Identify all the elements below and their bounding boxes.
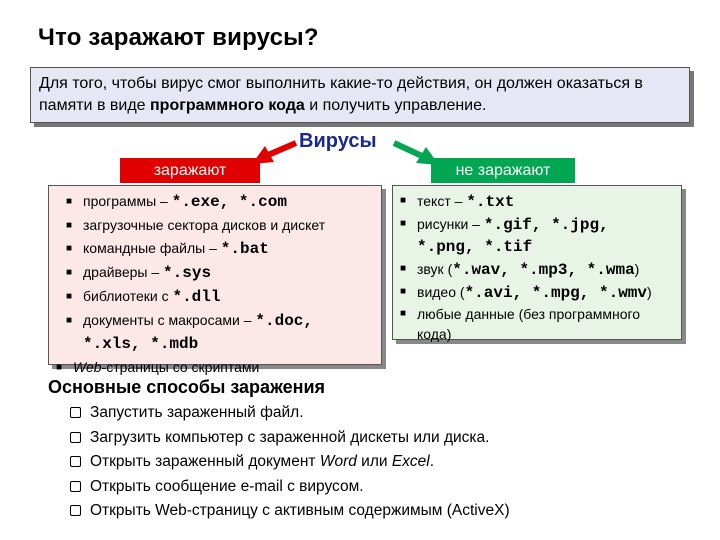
square-bullet-icon: ■ [400,263,407,274]
list-item: ■ программы – *.exe, *.com [65,190,375,214]
square-bullet-icon: ■ [66,267,73,278]
list-item: ■ командные файлы – *.bat [65,237,375,261]
list-item: ■ видео (*.avi, *.mpg, *.wmv) [399,281,675,304]
square-bullet-icon: ■ [66,291,73,302]
checkbox-bullet-icon [70,456,81,467]
list-item: Запустить зараженный файл. [70,401,510,426]
ways-list [70,401,510,524]
list-item: ■ загрузочные сектора дисков и дискет [65,214,375,237]
list-item: ■ любые данные (без программного кода) [400,306,641,342]
list-item: ■ звук (*.wav, *.mp3, *.wma) [399,258,675,281]
checkbox-bullet-icon [70,432,81,443]
noinfect-label: не заражают [431,158,575,183]
square-bullet-icon: ■ [66,243,73,254]
list-item: Загрузить компьютер с зараженной дискеты или диска. [70,426,510,451]
infect-box [48,185,382,375]
square-bullet-icon: ■ [66,196,73,207]
ways-title: Основные способы заражения [48,377,326,397]
intro-bold: программного кода [150,97,305,114]
square-bullet-icon: ■ [400,195,407,206]
page-title: Что заражают вирусы? [38,24,319,51]
noinfect-box [392,185,682,340]
intro-text-end: и получить управление. [304,97,487,114]
square-bullet-icon: ■ [66,315,73,326]
list-item: Открыть зараженный документ Word или Excel. [70,450,510,475]
list-item: ■ рисунки – *.gif, *.jpg, *.png, *.tif [399,213,675,258]
viruses-label: Вирусы [299,130,377,152]
square-bullet-icon: ■ [400,308,407,319]
list-item: ■ драйверы – *.sys [65,261,375,285]
checkbox-bullet-icon [70,407,81,418]
list-item: ■ текст – *.txt [399,190,675,213]
list-item: Открыть сообщение e-mail с вирусом. [70,475,510,500]
list-item: ■ библиотеки с *.dll [65,285,375,309]
list-item: Открыть Web-страницу с активным содержимым (ActiveX) [70,499,510,524]
square-bullet-icon: ■ [56,362,63,373]
intro-text: Для того, чтобы вирус смог выполнить какие-то действия, он должен оказаться в памяти в виде [39,75,643,114]
list-item: ■ Web-страницы со скриптами [55,356,375,379]
square-bullet-icon: ■ [66,220,73,231]
infect-label: заражают [120,158,260,183]
square-bullet-icon: ■ [400,218,407,229]
square-bullet-icon: ■ [400,286,407,297]
list-item: ■ документы с макросами – *.doc, *.xls, *.mdb [65,309,375,356]
checkbox-bullet-icon [70,505,81,516]
checkbox-bullet-icon [70,481,81,492]
